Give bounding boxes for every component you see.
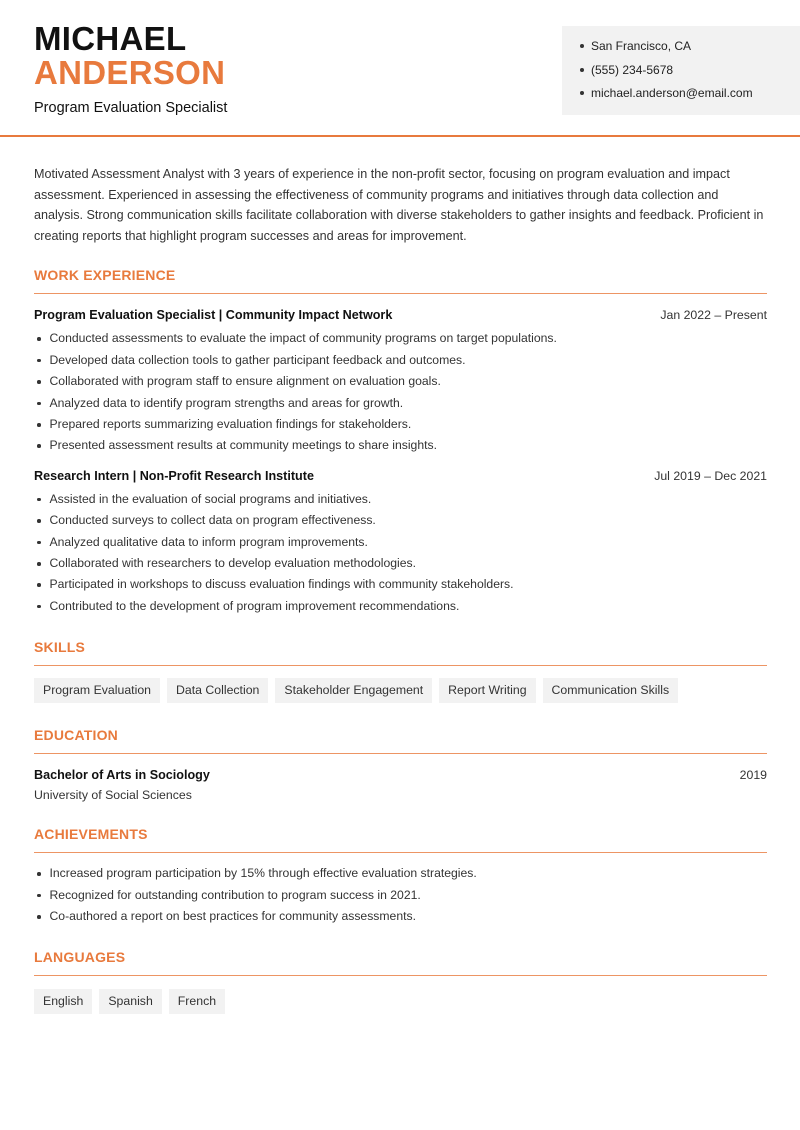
- section-heading: SKILLS: [34, 639, 85, 656]
- bullet-text: Co-authored a report on best practices for community assessments.: [49, 909, 416, 924]
- first-name: MICHAEL: [34, 20, 187, 57]
- bullet-icon: [37, 423, 41, 427]
- job-header: [34, 469, 767, 483]
- bullet-text: Assisted in the evaluation of social programs and initiatives.: [49, 491, 372, 506]
- bullet-icon: [580, 91, 584, 95]
- list-item: [34, 596, 767, 617]
- bullet-text: Collaborated with researchers to develop evaluation methodologies.: [49, 556, 417, 571]
- list-item: [34, 414, 767, 435]
- language-tags: [34, 989, 767, 1014]
- phone-text: (555) 234-5678: [591, 62, 674, 77]
- bullet-text: Collaborated with program staff to ensure alignment on evaluation goals.: [49, 374, 441, 389]
- bullet-text: Increased program participation by 15% through effective evaluation strategies.: [49, 866, 477, 881]
- bullet-icon: [37, 872, 41, 876]
- section-divider: [34, 665, 767, 666]
- summary-paragraph: Motivated Assessment Analyst with 3 years of experience in the non-profit sector, focusing on program evaluation and impact assessment. Experienced in assessing the effectiveness of community programs and initiatives through data collection and analysis. Strong communication skills facilitate collaboration with diverse stakeholders to gather insights and feedback. Proficient in creating reports that highlight program successes and areas for improvement.: [34, 167, 764, 243]
- candidate-name: [34, 22, 225, 90]
- list-item: [34, 885, 767, 906]
- list-item: [34, 328, 767, 349]
- education-entry: [34, 768, 767, 782]
- bullet-icon: [37, 541, 41, 545]
- skill-tag: Stakeholder Engagement: [275, 678, 432, 703]
- bullet-text: Contributed to the development of program improvement recommendations.: [49, 598, 460, 613]
- contact-location: [580, 38, 800, 62]
- bullet-icon: [37, 519, 41, 523]
- graduation-year: 2019: [739, 768, 767, 783]
- headline-title: Program Evaluation Specialist: [34, 100, 228, 116]
- bullet-icon: [580, 44, 584, 48]
- list-item: [34, 574, 767, 595]
- resume-body: [34, 137, 767, 1014]
- contact-box: [562, 26, 800, 115]
- contact-phone: [580, 62, 800, 86]
- list-item: [34, 350, 767, 371]
- last-name: ANDERSON: [34, 54, 226, 91]
- bullet-icon: [37, 894, 41, 898]
- section-heading: LANGUAGES: [34, 949, 126, 966]
- bullet-text: Analyzed qualitative data to inform program improvements.: [49, 534, 368, 549]
- section-divider: [34, 293, 767, 294]
- skill-tag: Program Evaluation: [34, 678, 160, 703]
- list-item: [34, 371, 767, 392]
- bullet-icon: [37, 444, 41, 448]
- skill-tag: Data Collection: [167, 678, 268, 703]
- work-experience-section: [34, 267, 767, 617]
- degree: Bachelor of Arts in Sociology: [34, 768, 210, 783]
- achievements-section: [34, 826, 767, 927]
- school-name: University of Social Sciences: [34, 788, 192, 803]
- section-divider: [34, 975, 767, 976]
- job-header: [34, 308, 767, 322]
- bullet-icon: [37, 380, 41, 384]
- skill-tag: Report Writing: [439, 678, 535, 703]
- section-heading: WORK EXPERIENCE: [34, 267, 176, 284]
- resume-header: [0, 0, 800, 137]
- job-dates: Jul 2019 – Dec 2021: [654, 468, 767, 483]
- list-item: [34, 553, 767, 574]
- bullet-text: Conducted assessments to evaluate the impact of community programs on target populations.: [49, 331, 557, 346]
- bullet-icon: [37, 359, 41, 363]
- bullet-icon: [37, 337, 41, 341]
- bullet-icon: [37, 915, 41, 919]
- bullet-text: Prepared reports summarizing evaluation findings for stakeholders.: [49, 417, 412, 431]
- languages-section: [34, 949, 767, 1014]
- bullet-text: Developed data collection tools to gather participant feedback and outcomes.: [49, 352, 466, 367]
- list-item: [34, 489, 767, 510]
- list-item: [34, 435, 767, 456]
- bullet-text: Presented assessment results at community meetings to share insights.: [49, 438, 437, 453]
- section-divider: [34, 753, 767, 754]
- skills-section: [34, 639, 767, 703]
- list-item: [34, 863, 767, 884]
- bullet-text: Analyzed data to identify program strengths and areas for growth.: [49, 395, 404, 410]
- list-item: [34, 393, 767, 414]
- bullet-icon: [37, 498, 41, 502]
- bullet-icon: [37, 583, 41, 587]
- job-bullets: [34, 328, 767, 456]
- bullet-icon: [37, 402, 41, 406]
- bullet-icon: [37, 605, 41, 609]
- section-divider: [34, 852, 767, 853]
- skill-tags: [34, 678, 767, 703]
- contact-email: [580, 85, 800, 109]
- job-bullets: [34, 489, 767, 617]
- list-item: [34, 510, 767, 531]
- list-item: [34, 906, 767, 927]
- bullet-text: Recognized for outstanding contribution to program success in 2021.: [49, 887, 421, 902]
- bullet-icon: [580, 68, 584, 72]
- achievement-list: [34, 863, 767, 927]
- section-heading: ACHIEVEMENTS: [34, 826, 148, 843]
- education-section: [34, 727, 767, 802]
- job-title: Research Intern | Non-Profit Research Institute: [34, 468, 314, 483]
- job-entry: [34, 469, 767, 617]
- email-text: michael.anderson@email.com: [591, 86, 753, 100]
- bullet-icon: [37, 562, 41, 566]
- language-tag: English: [34, 989, 92, 1014]
- list-item: [34, 532, 767, 553]
- job-dates: Jan 2022 – Present: [660, 308, 767, 323]
- language-tag: French: [169, 989, 225, 1014]
- language-tag: Spanish: [99, 989, 161, 1014]
- skill-tag: Communication Skills: [543, 678, 679, 703]
- job-entry: [34, 308, 767, 456]
- job-title: Program Evaluation Specialist | Community Impact Network: [34, 308, 393, 323]
- location-text: San Francisco, CA: [591, 39, 692, 53]
- section-heading: EDUCATION: [34, 727, 118, 744]
- bullet-text: Participated in workshops to discuss evaluation findings with community stakeholders.: [49, 577, 514, 592]
- bullet-text: Conducted surveys to collect data on program effectiveness.: [49, 513, 376, 528]
